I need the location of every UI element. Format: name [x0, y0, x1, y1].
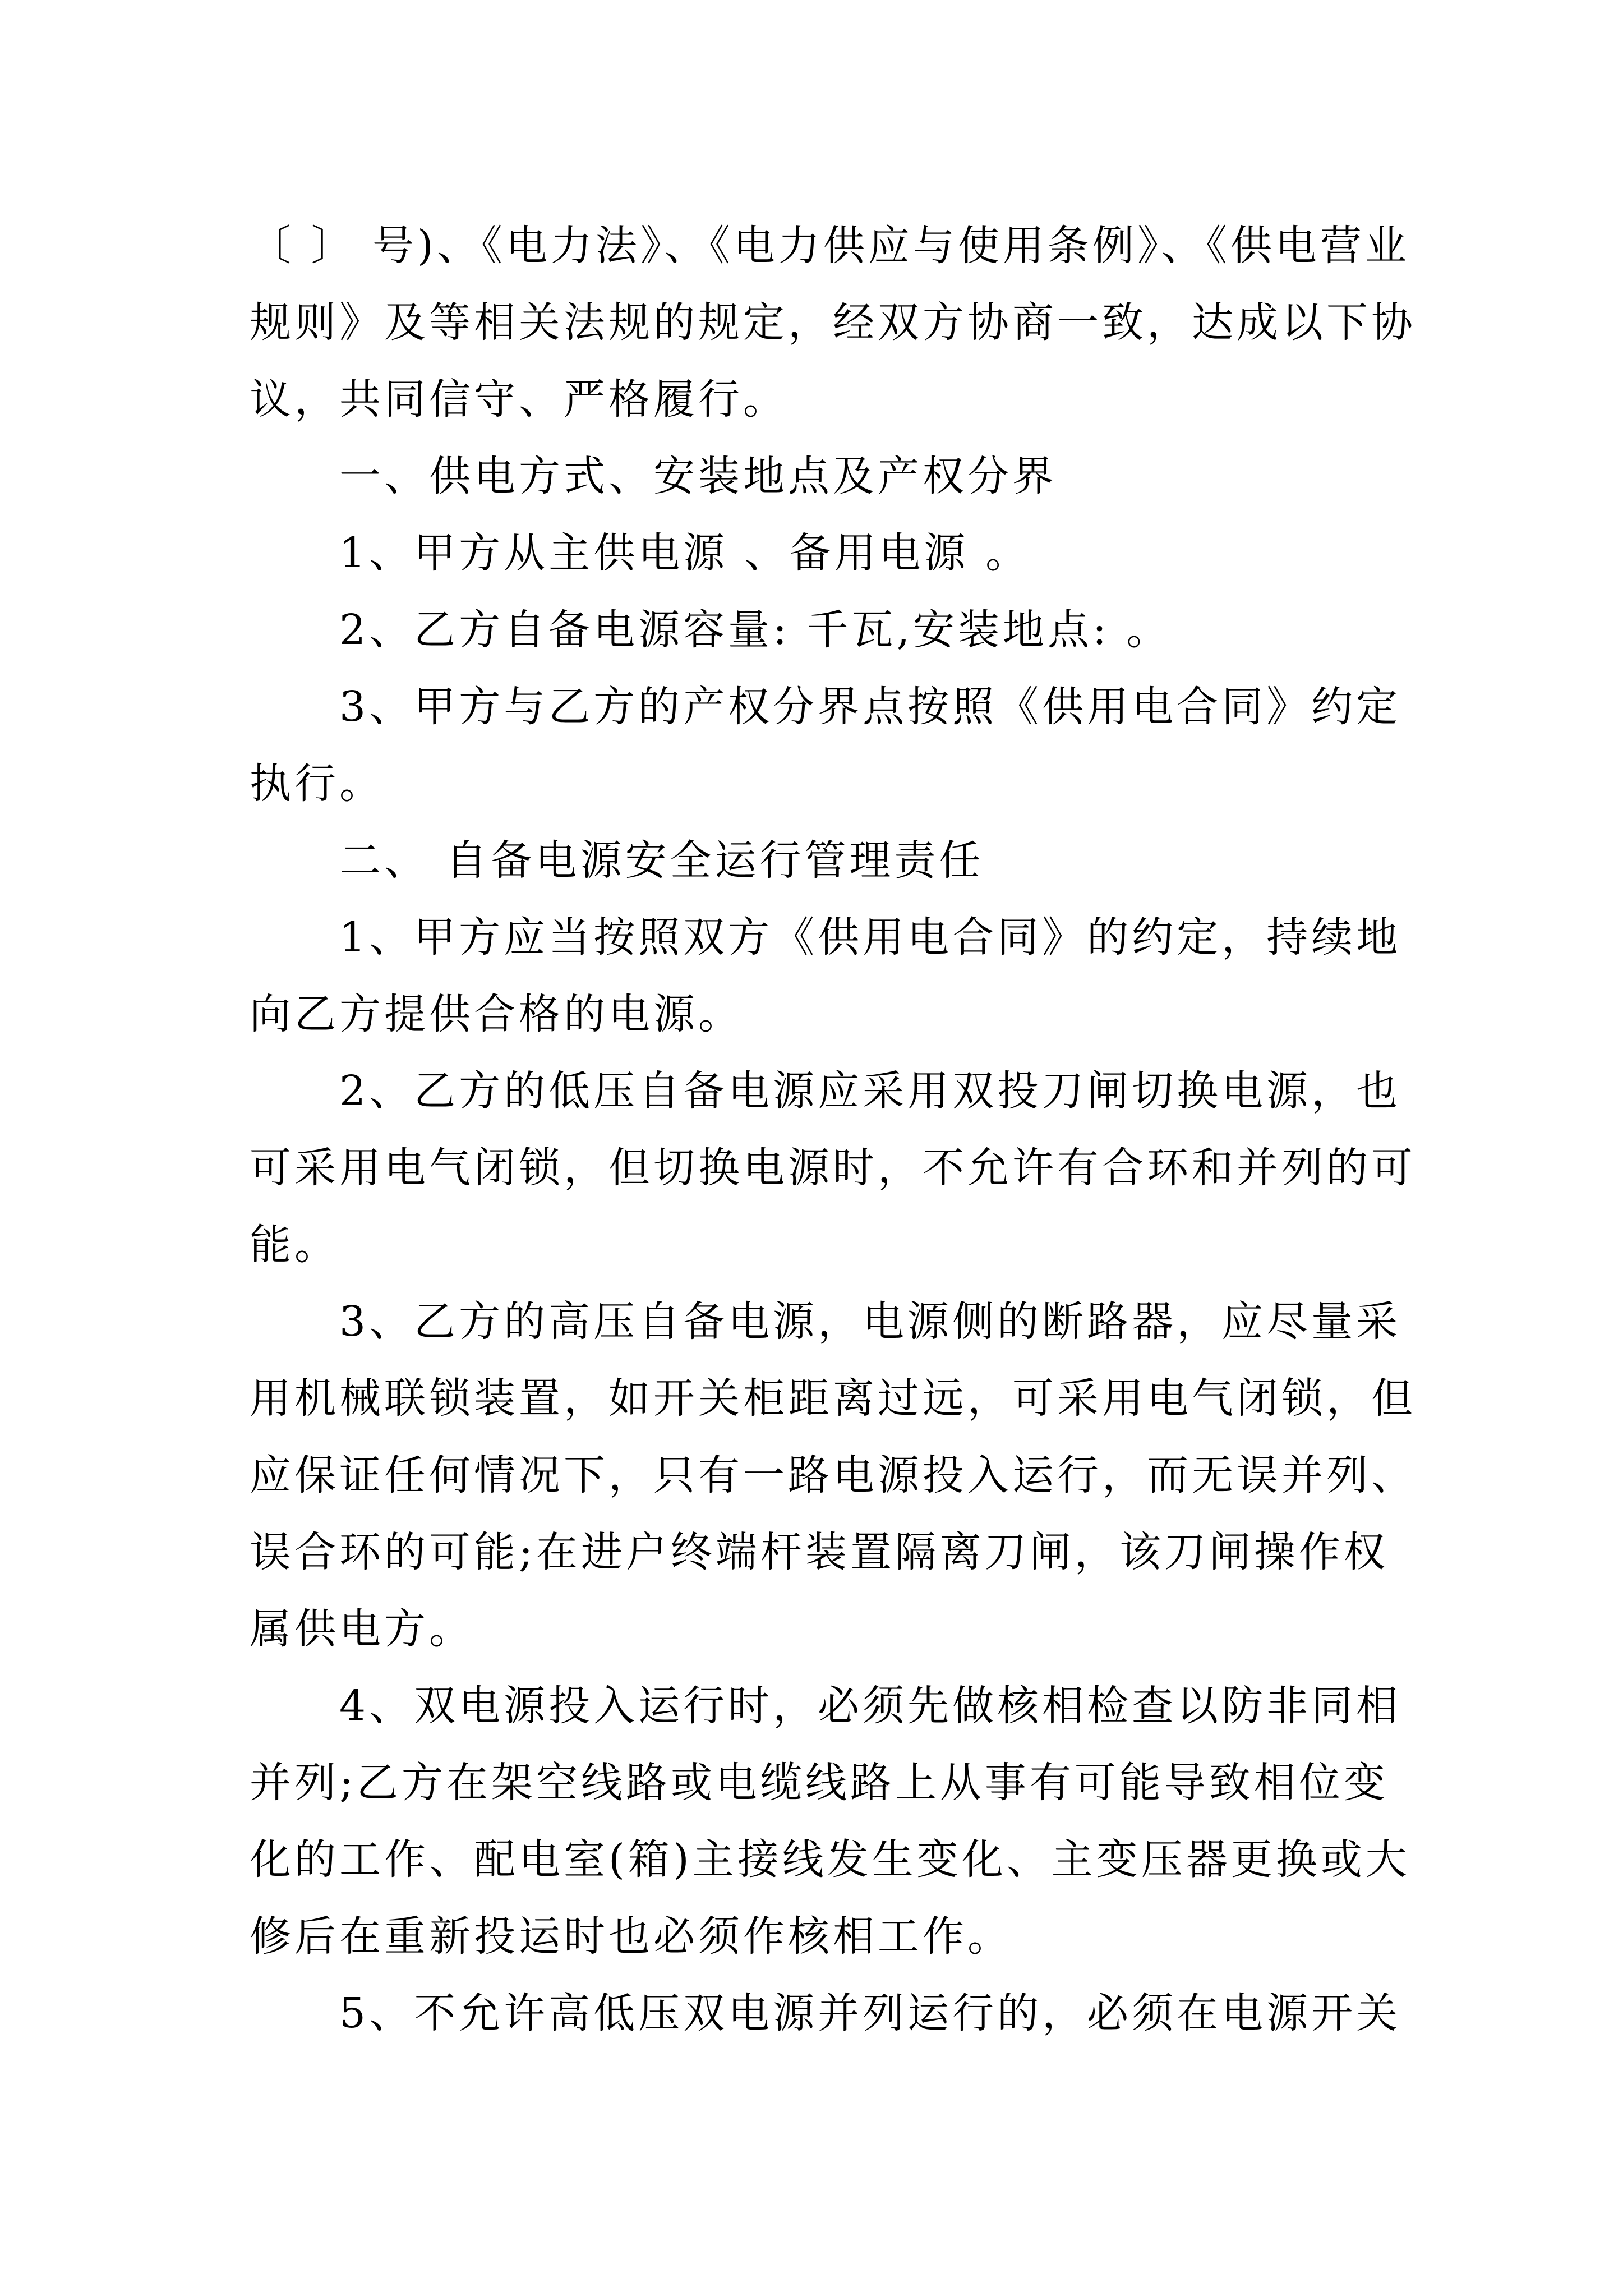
- text-line: 执行。: [250, 760, 384, 808]
- text-line: 规则》及等相关法规的规定，经双方协商一致，达成以下协: [250, 298, 1416, 347]
- text-line: 议，共同信守、严格履行。: [250, 375, 788, 424]
- text-line: 1、甲方从主供电源 、备用电源 。: [339, 529, 1031, 577]
- text-line: 化的工作、配电室(箱)主接线发生变化、主变压器更换或大: [250, 1835, 1410, 1884]
- text-line: 修后在重新投运时也必须作核相工作。: [250, 1912, 1012, 1961]
- text-line: 应保证任何情况下，只有一路电源投入运行，而无误并列、: [250, 1451, 1416, 1499]
- text-line: 4、双电源投入运行时，必须先做核相检查以防非同相: [339, 1682, 1401, 1730]
- text-line: 并列;乙方在架空线路或电缆线路上从事有可能导致相位变: [250, 1759, 1389, 1807]
- text-line: 5、不允许高低压双电源并列运行的，必须在电源开关: [339, 1989, 1401, 2037]
- text-line: 属供电方。: [250, 1605, 474, 1653]
- document-page: [250, 208, 1416, 2052]
- text-line: 误合环的可能;在进户终端杆装置隔离刀闸，该刀闸操作权: [250, 1528, 1389, 1576]
- text-line: 能。: [250, 1221, 339, 1269]
- text-line: 3、乙方的高压自备电源，电源侧的断路器，应尽量采: [339, 1297, 1401, 1346]
- text-line: 2、乙方自备电源容量: 千瓦,安装地点: 。: [339, 606, 1172, 654]
- text-line: 用机械联锁装置，如开关柜距离过远，可采用电气闭锁，但: [250, 1374, 1416, 1423]
- text-line: 1、甲方应当按照双方《供用电合同》的约定，持续地: [339, 913, 1401, 961]
- section-heading: 二、 自备电源安全运行管理责任: [339, 836, 984, 885]
- text-line: 3、甲方与乙方的产权分界点按照《供用电合同》约定: [339, 683, 1401, 731]
- text-line: 〔 〕 号)、《电力法》、《电力供应与使用条例》、《供电营业: [250, 222, 1410, 270]
- section-heading: 一、供电方式、安装地点及产权分界: [339, 452, 1057, 500]
- text-line: 2、乙方的低压自备电源应采用双投刀闸切换电源，也: [339, 1067, 1401, 1115]
- text-line: 可采用电气闭锁，但切换电源时，不允许有合环和并列的可: [250, 1144, 1416, 1192]
- text-line: 向乙方提供合格的电源。: [250, 990, 743, 1038]
